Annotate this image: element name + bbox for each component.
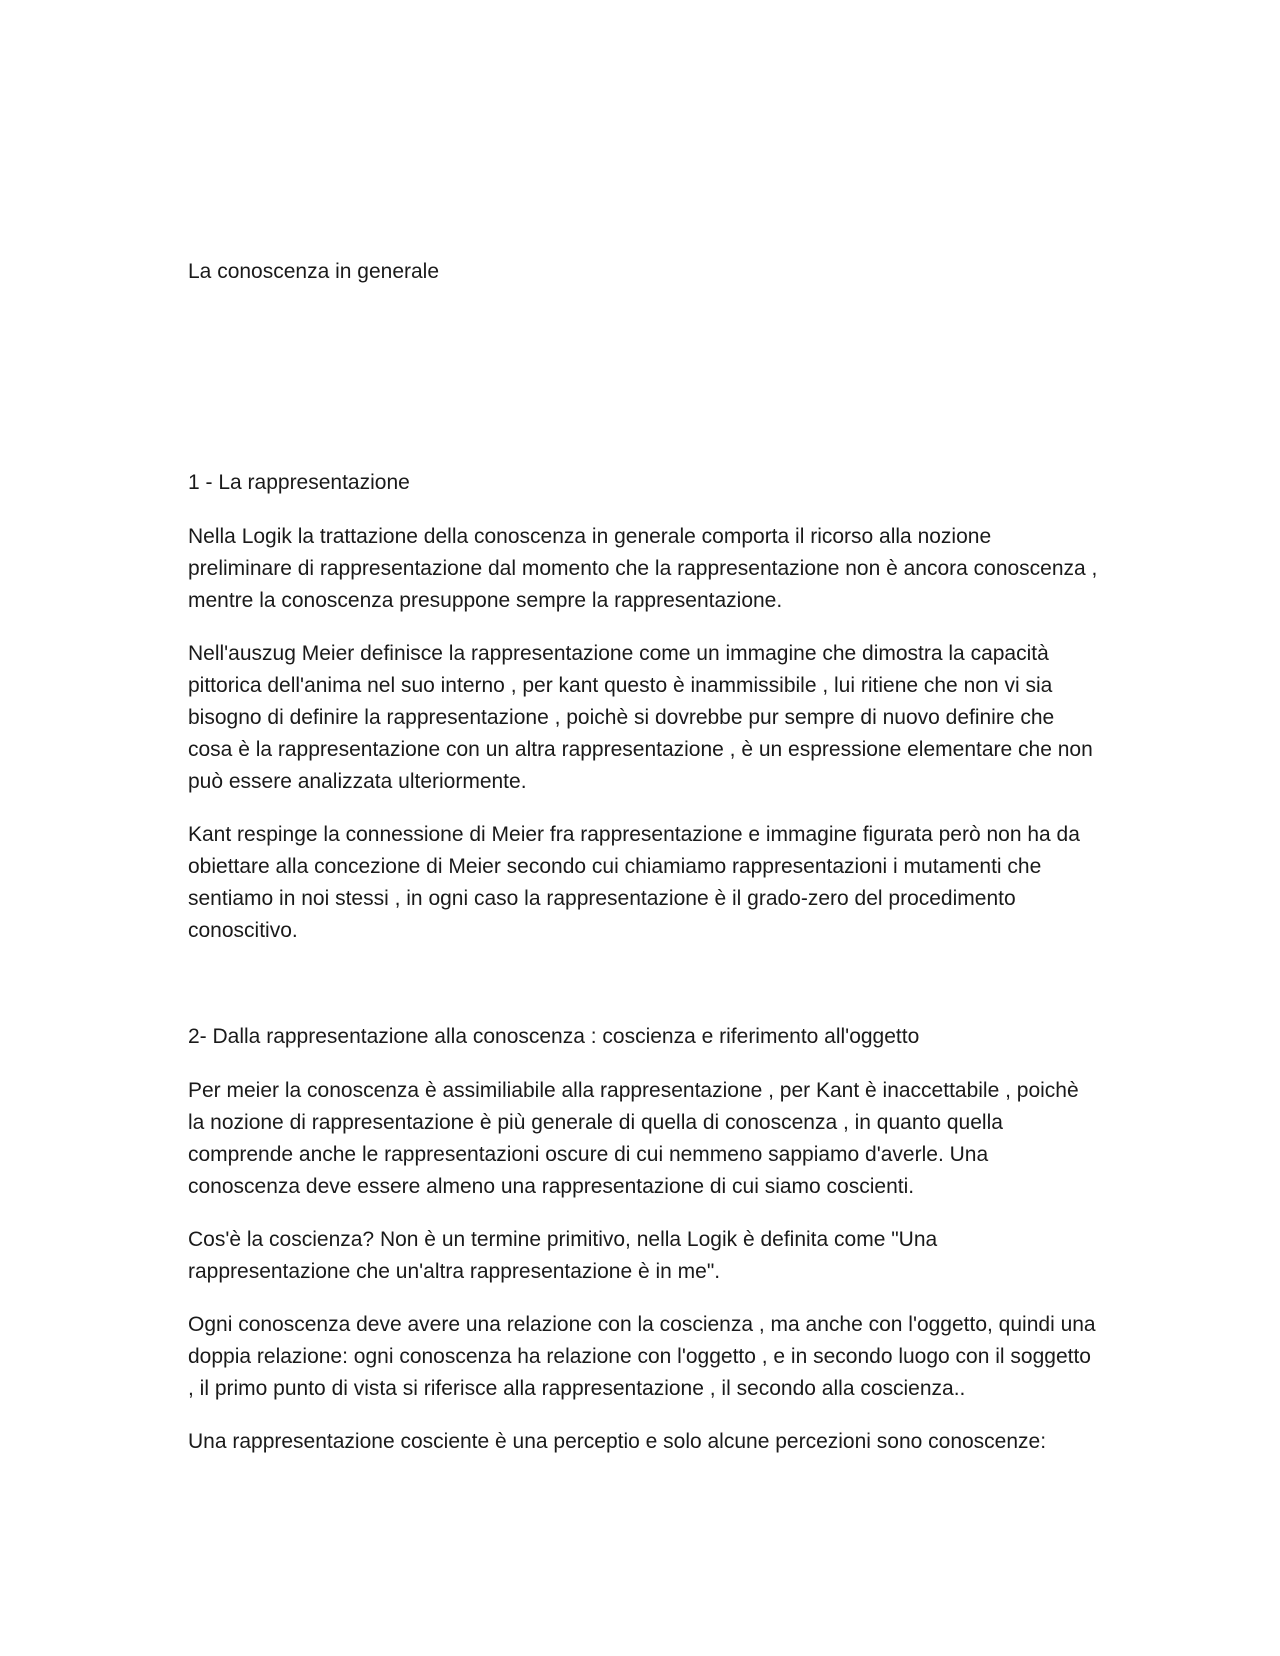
paragraph: Una rappresentazione cosciente è una perceptio e solo alcune percezioni sono conoscenze:	[188, 1430, 1047, 1453]
paragraph: Per meier la conoscenza è assimiliabile alla rappresentazione , per Kant è inaccettabile , poichè la nozione di rappresentazione è più generale di quella di conoscenza , in quanto quella comprende anche le rappresentazioni oscure di cui nemmeno sappiamo d'averle. Una conoscenza deve essere almeno una rappresentazione di cui siamo coscienti.	[188, 1079, 1079, 1198]
section-rappresentazione	[188, 467, 1098, 947]
section-heading: 2- Dalla rappresentazione alla conoscenza : coscienza e riferimento all'oggetto	[188, 1025, 920, 1048]
section-heading: 1 - La rappresentazione	[188, 471, 410, 494]
document-title: La conoscenza in generale	[188, 260, 440, 283]
paragraph: Kant respinge la connessione di Meier fra rappresentazione e immagine figurata però non ha da obiettare alla concezione di Meier secondo cui chiamiamo rappresentazioni i mutamenti che sentiamo in noi stessi , in ogni caso la rappresentazione è il grado-zero del procedimento conoscitivo.	[188, 823, 1080, 942]
paragraph: Cos'è la coscienza? Non è un termine primitivo, nella Logik è definita come "Una rappresentazione che un'altra rappresentazione è in me".	[188, 1228, 938, 1283]
paragraph: Nella Logik la trattazione della conoscenza in generale comporta il ricorso alla nozione preliminare di rappresentazione dal momento che la rappresentazione non è ancora conoscenza , mentre la conoscenza presuppone sempre la rappresentazione.	[188, 525, 1098, 612]
paragraph: Ogni conoscenza deve avere una relazione con la coscienza , ma anche con l'oggetto, quindi una doppia relazione: ogni conoscenza ha relazione con l'oggetto , e in secondo luogo con il soggetto , il primo punto di vista si riferisce alla rappresentazione , il secondo alla coscienza..	[188, 1313, 1096, 1400]
section-conoscenza	[188, 1021, 1098, 1458]
paragraph: Nell'auszug Meier definisce la rappresentazione come un immagine che dimostra la capacità pittorica dell'anima nel suo interno , per kant questo è inammissibile , lui ritiene che non vi sia bisogno di definire la rappresentazione , poichè si dovrebbe pur sempre di nuovo definire che cosa è la rappresentazione con un altra rappresentazione , è un espressione elementare che non può essere analizzata ulteriormente.	[188, 642, 1093, 793]
